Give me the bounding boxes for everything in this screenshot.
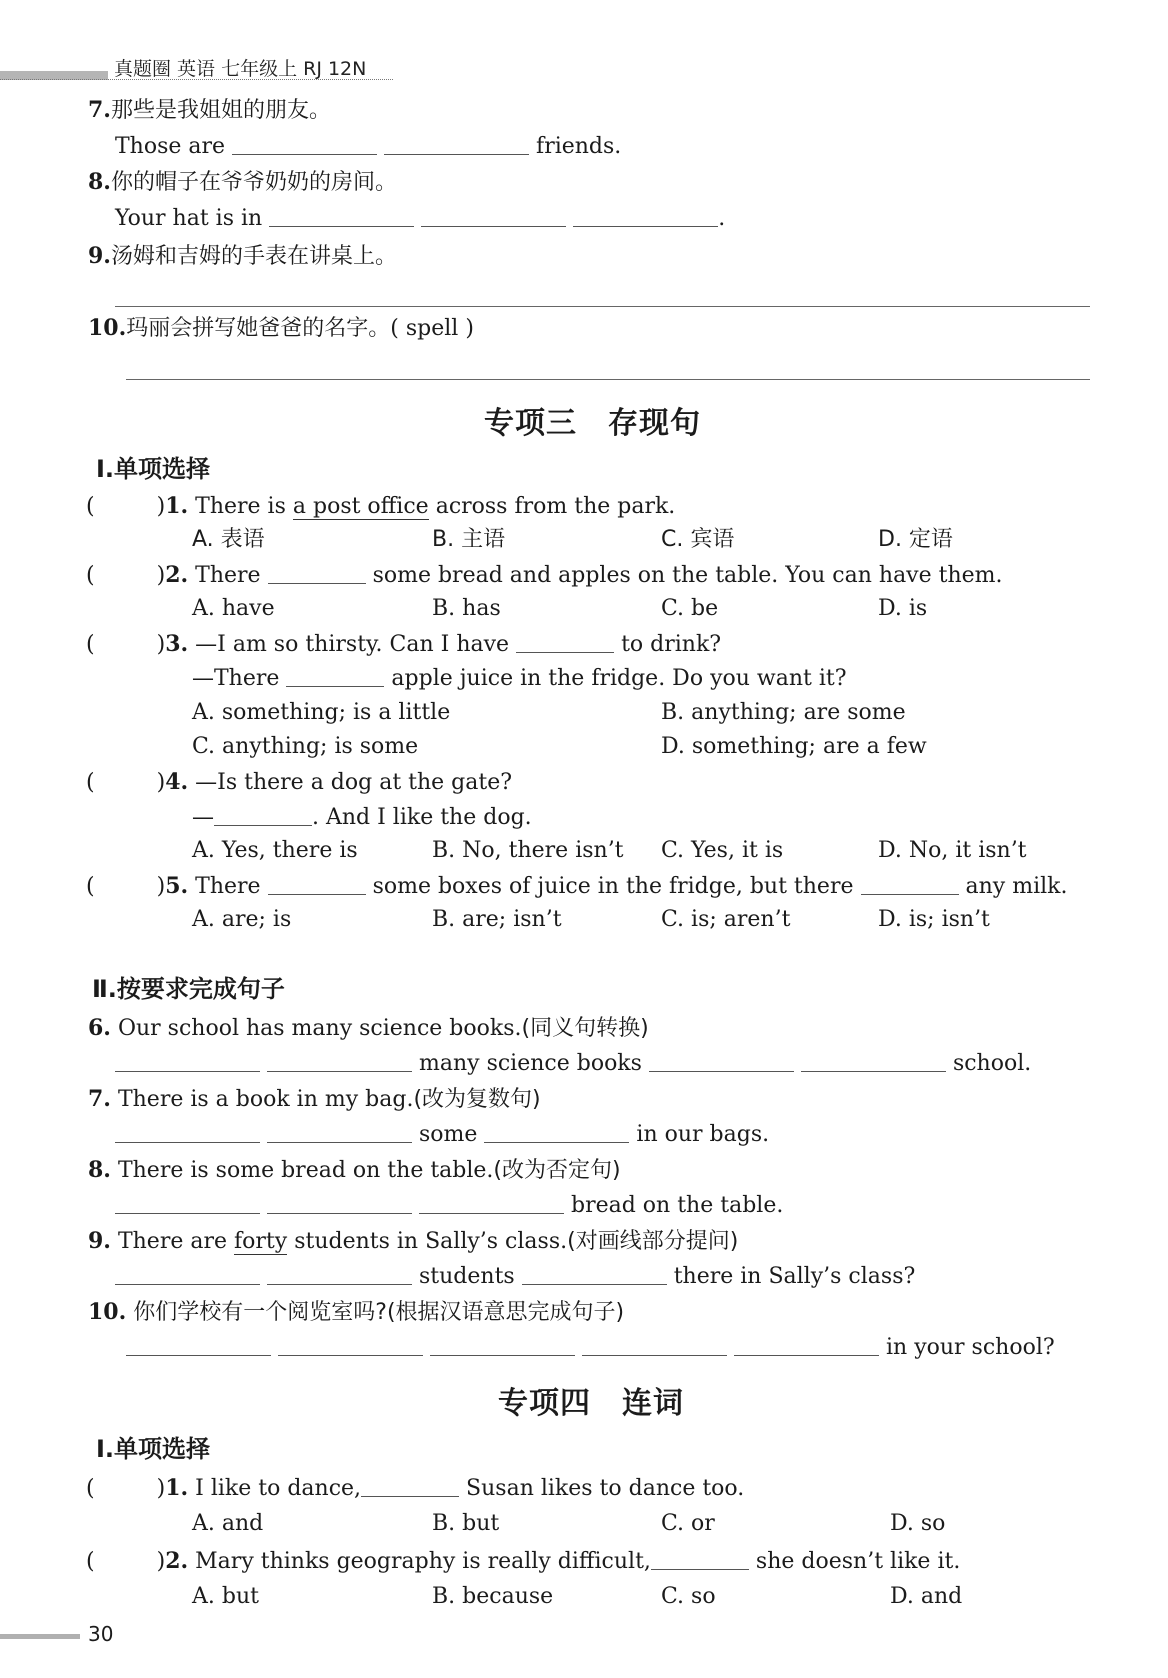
option-c[interactable]: C. Yes, it is [661, 838, 784, 863]
prev-q8-answer: Your hat is in . [115, 206, 726, 231]
s3-q6: 6. Our school has many science books.(同义句转换) [88, 1015, 649, 1041]
answer-blank[interactable] [286, 664, 384, 687]
running-header: 真题圈 英语 七年级上 RJ 12N [114, 58, 367, 80]
answer-blank[interactable] [267, 1120, 412, 1143]
option-b[interactable]: B. 主语 [432, 527, 506, 552]
answer-blank[interactable] [267, 1049, 412, 1072]
option-a[interactable]: A. 表语 [192, 527, 265, 552]
prev-q10: 10.玛丽会拼写她爸爸的名字。( spell ) [88, 315, 474, 341]
option-a[interactable]: A. are; is [192, 907, 292, 932]
answer-blank[interactable] [861, 872, 959, 895]
s3-q10: 10. 你们学校有一个阅览室吗?(根据汉语意思完成句子) [88, 1299, 625, 1325]
s3-q7-answer: some in our bags. [115, 1120, 769, 1149]
answer-blank[interactable] [734, 1333, 879, 1356]
option-d[interactable]: D. No, it isn’t [878, 838, 1027, 863]
s3-q9: 9. There are forty students in Sally’s class.(对画线部分提问) [88, 1228, 739, 1254]
answer-blank[interactable] [361, 1474, 459, 1497]
option-c[interactable]: C. 宾语 [661, 527, 735, 552]
s3-q10-answer: in your school? [126, 1333, 1055, 1362]
answer-blank[interactable] [278, 1333, 423, 1356]
option-b[interactable]: B. has [432, 596, 501, 621]
answer-blank[interactable] [649, 1049, 794, 1072]
answer-blank[interactable] [430, 1333, 575, 1356]
s3-q3: ( )3. —I am so thirsty. Can I have to drink? [86, 631, 722, 657]
option-d[interactable]: D. and [890, 1584, 963, 1609]
option-c[interactable]: C. or [661, 1511, 715, 1536]
s3-q4-line2: — . And I like the dog. [192, 805, 532, 830]
answer-blank[interactable] [214, 803, 312, 826]
page-number: 30 [88, 1622, 114, 1646]
answer-blank[interactable] [269, 204, 414, 227]
prev-q7: 7.那些是我姐姐的朋友。 [88, 97, 331, 123]
option-b[interactable]: B. but [432, 1511, 500, 1536]
option-d[interactable]: D. so [890, 1511, 946, 1536]
option-a[interactable]: A. something; is a little [192, 700, 451, 725]
s3-q7: 7. There is a book in my bag.(改为复数句) [88, 1086, 541, 1112]
answer-blank[interactable] [115, 1191, 260, 1214]
answer-blank[interactable] [516, 630, 614, 653]
option-c[interactable]: C. be [661, 596, 719, 621]
answer-blank[interactable] [801, 1049, 946, 1072]
prev-q8: 8.你的帽子在爷爷奶奶的房间。 [88, 169, 397, 195]
answer-blank[interactable] [126, 1333, 271, 1356]
answer-blank[interactable] [522, 1262, 667, 1285]
option-b[interactable]: B. No, there isn’t [432, 838, 624, 863]
s4-q2: ( )2. Mary thinks geography is really difficult, she doesn’t like it. [86, 1548, 961, 1574]
option-b[interactable]: B. anything; are some [661, 700, 906, 725]
answer-blank[interactable] [268, 561, 366, 584]
prev-q9: 9.汤姆和吉姆的手表在讲桌上。 [88, 243, 397, 269]
s3-q4: ( )4. —Is there a dog at the gate? [86, 769, 513, 795]
answer-blank[interactable] [419, 1191, 564, 1214]
option-b[interactable]: B. are; isn’t [432, 907, 562, 932]
underlined-word: forty [234, 1229, 288, 1254]
option-d[interactable]: D. 定语 [878, 527, 953, 552]
answer-blank[interactable] [267, 1191, 412, 1214]
section4-title: 专项四 连词 [498, 1386, 684, 1421]
option-c[interactable]: C. so [661, 1584, 716, 1609]
s4-q1: ( )1. I like to dance, Susan likes to dance too. [86, 1475, 745, 1501]
answer-blank[interactable] [115, 1262, 260, 1285]
answer-blank[interactable] [582, 1333, 727, 1356]
section3-part1-heading: Ⅰ.单项选择 [96, 455, 211, 483]
answer-line[interactable] [115, 306, 1090, 307]
option-a[interactable]: A. Yes, there is [192, 838, 358, 863]
option-d[interactable]: D. is; isn’t [878, 907, 990, 932]
s3-q3-line2: —There apple juice in the fridge. Do you want it? [192, 666, 847, 691]
option-a[interactable]: A. but [192, 1584, 259, 1609]
answer-blank[interactable] [484, 1120, 629, 1143]
footer-bar [0, 1634, 80, 1639]
prev-q7-answer: Those are friends. [115, 134, 622, 159]
s3-q5: ( )5. There some boxes of juice in the fridge, but there any milk. [86, 873, 1068, 899]
option-a[interactable]: A. and [192, 1511, 264, 1536]
s3-q8-answer: bread on the table. [115, 1191, 783, 1220]
answer-blank[interactable] [573, 204, 718, 227]
answer-blank[interactable] [115, 1049, 260, 1072]
s3-q6-answer: many science books school. [115, 1049, 1031, 1078]
answer-blank[interactable] [651, 1547, 749, 1570]
answer-blank[interactable] [421, 204, 566, 227]
answer-line[interactable] [126, 379, 1090, 380]
s3-q1: ( )1. There is a post office across from the park. [86, 493, 676, 519]
s3-q9-answer: students there in Sally’s class? [115, 1262, 915, 1291]
underlined-phrase: a post office [292, 494, 429, 519]
option-d[interactable]: D. something; are a few [661, 734, 927, 759]
answer-blank[interactable] [232, 132, 377, 155]
s3-q2: ( )2. There some bread and apples on the table. You can have them. [86, 562, 1003, 588]
option-a[interactable]: A. have [192, 596, 275, 621]
answer-blank[interactable] [115, 1120, 260, 1143]
section3-title: 专项三 存现句 [484, 406, 701, 441]
option-c[interactable]: C. anything; is some [192, 734, 419, 759]
option-c[interactable]: C. is; aren’t [661, 907, 791, 932]
option-d[interactable]: D. is [878, 596, 928, 621]
section3-part2-heading: Ⅱ.按要求完成句子 [92, 975, 285, 1003]
option-b[interactable]: B. because [432, 1584, 554, 1609]
answer-blank[interactable] [384, 132, 529, 155]
section4-part1-heading: Ⅰ.单项选择 [96, 1435, 211, 1463]
answer-blank[interactable] [267, 1262, 412, 1285]
s3-q8: 8. There is some bread on the table.(改为否定句) [88, 1157, 621, 1183]
answer-blank[interactable] [268, 872, 366, 895]
